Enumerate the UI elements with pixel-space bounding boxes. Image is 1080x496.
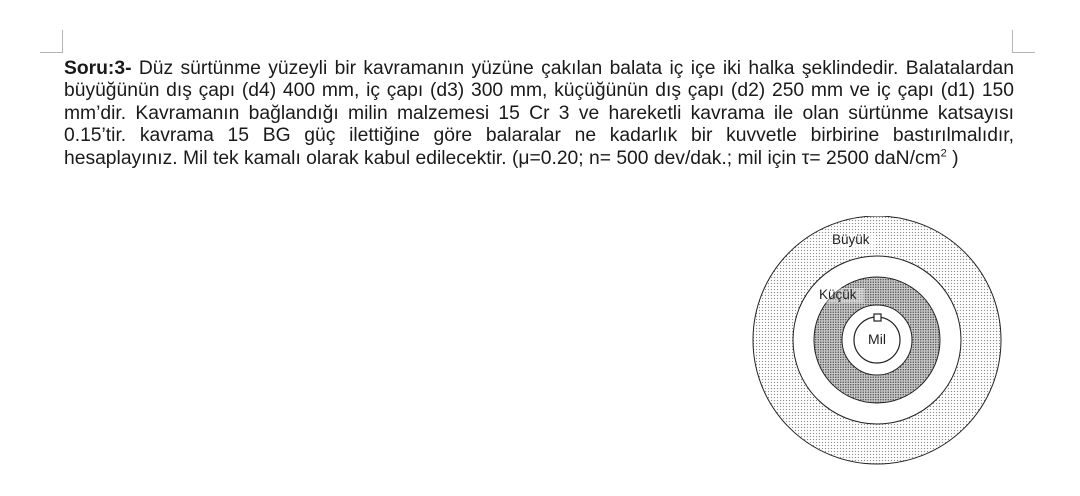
question-closing: ) — [946, 147, 959, 169]
crop-mark-top-right — [1012, 30, 1035, 53]
question-number: Soru:3- — [64, 58, 132, 79]
shaft-label: Mil — [868, 331, 886, 347]
key-square — [874, 314, 881, 321]
clutch-lining-diagram — [752, 216, 1022, 470]
inner-ring-label: Küçük — [819, 287, 857, 302]
crop-mark-top-left — [40, 30, 63, 53]
question-body: Düz sürtünme yüzeyli bir kavramanın yüzüne çakılan balata iç içe iki halka şeklindedir. Balatalardan büyüğünün dış çapı (d4) 400 mm, iç çapı (d3) 300 mm, küçüğünün dış çapı (d2) 250 mm ve iç çapı (d1) 150 mm’dir. Kavramanın bağlandığı milin malzemesi 15 Cr 3 ve hareketli kavrama ile olan sürtünme katsayısı 0.15’tir. kavrama 15 BG güç ilettiğine göre balaralar ne kadarlık bir kuvvetle birbirine bastırılmalıdır, hesaplayınız. Mil tek kamalı olarak kabul edilecektir. (μ=0.20; n= 500 dev/dak.; mil için τ= 2500 daN/cm — [64, 58, 1014, 169]
outer-ring-label: Büyük — [832, 232, 870, 247]
question-paragraph — [64, 58, 1014, 170]
unit-superscript: 2 — [940, 147, 947, 160]
